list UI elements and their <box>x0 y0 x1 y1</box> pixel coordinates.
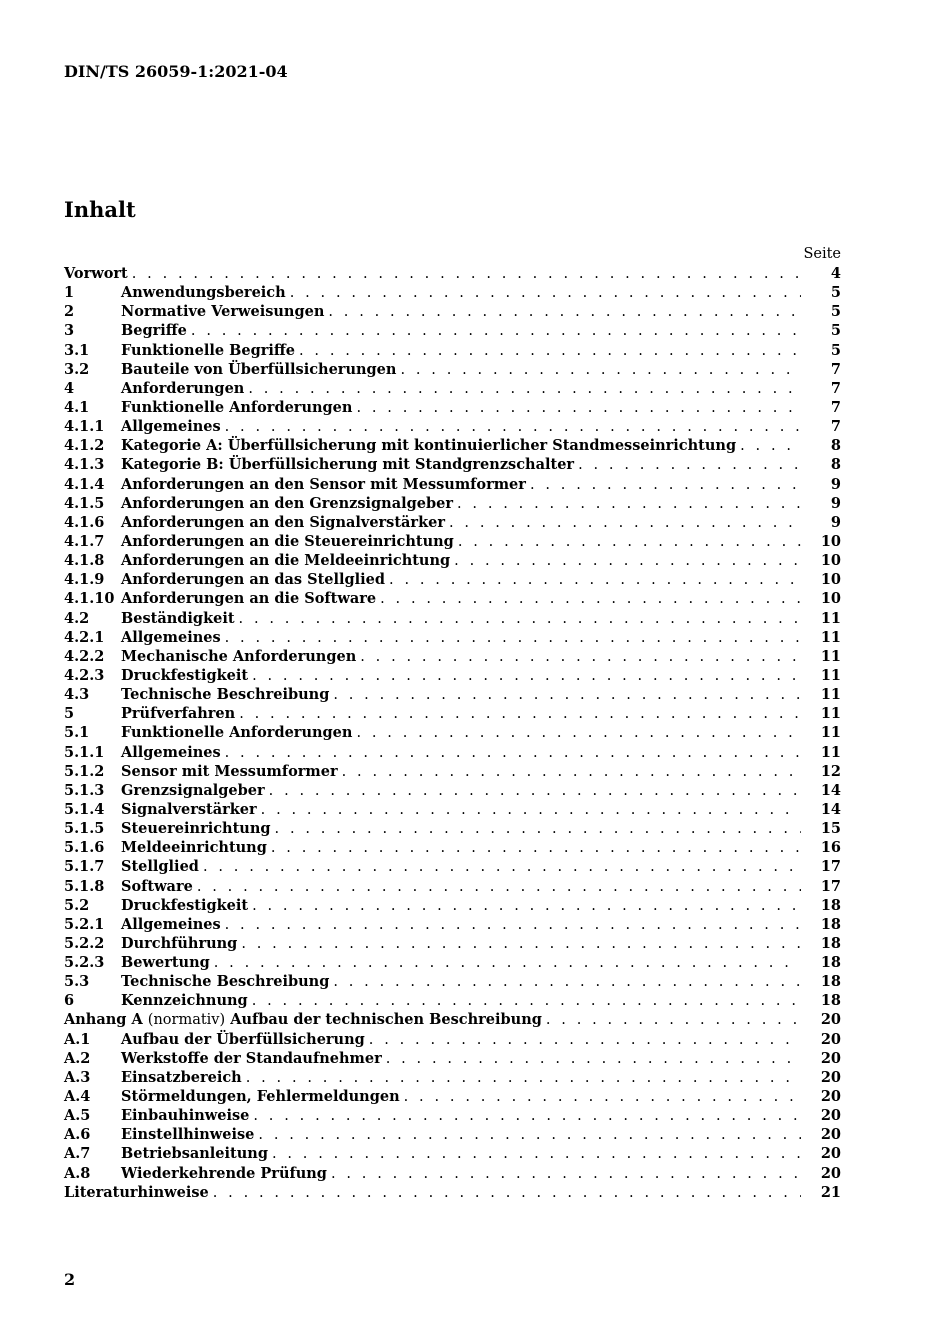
dot-leader <box>203 858 801 877</box>
toc-entry-annex-type: (normativ) <box>147 1012 226 1029</box>
toc-entry-title <box>121 417 225 436</box>
toc-entry-page: 17 <box>820 877 841 895</box>
toc-entry-page: 10 <box>820 532 841 550</box>
toc-entry-title-text: Einbauhinweise <box>121 1107 250 1125</box>
toc-entry-page: 20 <box>820 1164 841 1182</box>
toc-entry[interactable] <box>64 934 841 953</box>
table-of-contents <box>64 245 841 1202</box>
toc-entry-page: 11 <box>820 743 841 761</box>
dot-leader <box>213 1184 801 1203</box>
toc-entry-title <box>121 953 214 972</box>
toc-entry[interactable] <box>64 341 841 360</box>
toc-entry-page: 20 <box>820 1107 841 1125</box>
toc-entry-number: 4.1.7 <box>64 532 105 550</box>
toc-entry[interactable] <box>64 1144 841 1163</box>
document-id-header: DIN/TS 26059-1:2021-04 <box>64 62 288 81</box>
toc-entry-number: A.7 <box>64 1145 91 1163</box>
toc-entry-title-text: Durchführung <box>121 934 238 952</box>
toc-entry-title-text: Anforderungen an den Signalverstärker <box>121 513 445 531</box>
dot-leader <box>299 342 801 361</box>
page-number: 2 <box>64 1270 76 1289</box>
toc-entry-number: 5.1.3 <box>64 781 105 799</box>
toc-entry-number: 4 <box>64 379 75 397</box>
toc-entry-page: 10 <box>820 552 841 570</box>
dot-leader <box>386 1050 801 1069</box>
toc-entry-title <box>121 570 389 589</box>
toc-entry-title-text: Druckfestigkeit <box>121 896 249 914</box>
toc-entry-title-text: Anforderungen an das Stellglied <box>121 571 386 589</box>
toc-entry-title-text: Steuereinrichtung <box>121 820 271 838</box>
toc-entry-number: 1 <box>64 284 75 302</box>
toc-entry-number: 4.1.5 <box>64 494 105 512</box>
toc-entry-number: 4.2.1 <box>64 628 105 646</box>
dot-leader <box>246 1069 801 1088</box>
toc-entry-title-text: Stellglied <box>121 858 199 876</box>
toc-entry[interactable] <box>64 360 841 379</box>
toc-entry-title-text: Allgemeines <box>121 418 221 436</box>
toc-entry-number: A.8 <box>64 1164 91 1182</box>
toc-entry-page: 7 <box>830 418 841 436</box>
toc-entry-title-text: Software <box>121 877 193 895</box>
dot-leader <box>225 744 801 763</box>
toc-entry-number: 5.1.8 <box>64 877 105 895</box>
toc-entry-page: 9 <box>830 494 841 512</box>
toc-entry-title-text: Bewertung <box>121 954 210 972</box>
toc-entry[interactable] <box>64 685 841 704</box>
toc-entry-number: 5.1.6 <box>64 839 105 857</box>
dot-leader <box>252 897 801 916</box>
toc-entry-number: 5.3 <box>64 973 90 991</box>
toc-entry-title <box>121 398 356 417</box>
toc-entry[interactable] <box>64 551 841 570</box>
dot-leader <box>454 552 801 571</box>
toc-entry[interactable] <box>64 1049 841 1068</box>
toc-entry-number: 4.1.3 <box>64 456 105 474</box>
toc-entry-title-text: Technische Beschreibung <box>121 686 330 704</box>
toc-entry-title <box>121 494 457 513</box>
toc-entry-title-text: Störmeldungen, Fehlermeldungen <box>121 1088 400 1106</box>
toc-entry[interactable] <box>64 743 841 762</box>
toc-entry-page: 16 <box>820 839 841 857</box>
toc-entry-title-text: Wiederkehrende Prüfung <box>121 1164 327 1182</box>
toc-entry-page: 14 <box>820 781 841 799</box>
dot-leader <box>253 1107 801 1126</box>
toc-entry-page: 11 <box>820 724 841 742</box>
toc-entry-page: 18 <box>820 934 841 952</box>
dot-leader <box>239 705 801 724</box>
toc-entry-page: 17 <box>820 858 841 876</box>
toc-entry-title <box>121 915 225 934</box>
toc-entry[interactable] <box>64 991 841 1010</box>
toc-entry-page: 5 <box>830 303 841 321</box>
toc-entry[interactable] <box>64 1106 841 1125</box>
toc-entry-number: A.6 <box>64 1126 91 1144</box>
toc-entry-title <box>121 819 275 838</box>
toc-entry-title-text: Anforderungen an den Sensor mit Messumformer <box>121 475 526 493</box>
toc-entry-title-text: Sensor mit Messumformer <box>121 762 338 780</box>
toc-entry-title <box>121 321 191 340</box>
toc-entry-title-text: Kategorie A: Überfüllsicherung mit kontinuierlicher Standmesseinrichtung <box>121 437 737 455</box>
toc-entry-title-text: Funktionelle Anforderungen <box>121 724 353 742</box>
toc-entry-page: 18 <box>820 896 841 914</box>
toc-entry-number: 4.1.10 <box>64 590 115 608</box>
toc-entry-title-text: Normative Verweisungen <box>121 303 325 321</box>
toc-entry-number: 4.1 <box>64 398 90 416</box>
toc-entry-title <box>121 436 740 455</box>
toc-entry[interactable] <box>64 302 841 321</box>
toc-entry[interactable] <box>64 417 841 436</box>
toc-entry-title-text: Bauteile von Überfüllsicherungen <box>121 360 397 378</box>
toc-entry[interactable] <box>64 283 841 302</box>
toc-entry-page: 7 <box>830 379 841 397</box>
toc-entry-page: 9 <box>830 513 841 531</box>
toc-entry[interactable] <box>64 589 841 608</box>
toc-entry-title-text: Kategorie B: Überfüllsicherung mit Standgrenzschalter <box>121 456 575 474</box>
toc-entry-page: 11 <box>820 609 841 627</box>
toc-entry[interactable] <box>64 972 841 991</box>
toc-entry-title <box>64 1183 213 1202</box>
dot-leader <box>225 418 801 437</box>
toc-entry-page: 14 <box>820 800 841 818</box>
toc-entry[interactable] <box>64 609 841 628</box>
toc-entry-title <box>121 877 197 896</box>
dot-leader <box>248 380 801 399</box>
dot-leader <box>214 954 801 973</box>
toc-entry-page: 11 <box>820 705 841 723</box>
toc-entry-number: 2 <box>64 303 75 321</box>
dot-leader <box>275 820 801 839</box>
toc-entry[interactable] <box>64 953 841 972</box>
toc-entry-page: 5 <box>830 284 841 302</box>
toc-entry[interactable] <box>64 857 841 876</box>
toc-entry[interactable] <box>64 513 841 532</box>
toc-entry-number: 5.2.1 <box>64 915 105 933</box>
toc-entry[interactable] <box>64 915 841 934</box>
dot-leader <box>225 916 801 935</box>
toc-entry-title <box>121 475 530 494</box>
toc-entry-page: 20 <box>820 1068 841 1086</box>
toc-entry[interactable] <box>64 762 841 781</box>
dot-leader <box>197 878 801 897</box>
dot-leader <box>457 495 801 514</box>
toc-entry-title <box>121 1144 272 1163</box>
toc-entry-title <box>121 857 203 876</box>
dot-leader <box>458 533 801 552</box>
toc-entry[interactable] <box>64 455 841 474</box>
toc-entry[interactable] <box>64 1164 841 1183</box>
toc-entry[interactable] <box>64 838 841 857</box>
toc-entry-page: 12 <box>820 762 841 780</box>
toc-entry-page: 7 <box>830 398 841 416</box>
dot-leader <box>333 973 801 992</box>
toc-entry[interactable] <box>64 1183 841 1202</box>
toc-entry-number: 5.2.2 <box>64 934 105 952</box>
toc-entry-title-text: Meldeeinrichtung <box>121 839 267 857</box>
toc-entry-number: 5.1 <box>64 724 90 742</box>
dot-leader <box>369 1031 801 1050</box>
toc-entry-number: 4.2.3 <box>64 666 105 684</box>
toc-entry[interactable] <box>64 1010 841 1029</box>
toc-entry-title <box>121 341 299 360</box>
toc-entry-title-text: Begriffe <box>121 322 187 340</box>
toc-entry-title-text: Allgemeines <box>121 743 221 761</box>
toc-entry-page: 20 <box>820 1030 841 1048</box>
toc-entry-title <box>121 628 225 647</box>
toc-entry-page: 21 <box>820 1183 841 1201</box>
toc-entry-title <box>121 934 241 953</box>
toc-entry[interactable] <box>64 321 841 340</box>
dot-leader <box>356 724 801 743</box>
toc-entry[interactable] <box>64 494 841 513</box>
toc-entry[interactable] <box>64 723 841 742</box>
toc-entry[interactable] <box>64 379 841 398</box>
toc-entry-page: 10 <box>820 590 841 608</box>
toc-entry-title-text: Beständigkeit <box>121 609 235 627</box>
toc-entry[interactable] <box>64 1125 841 1144</box>
toc-entry-title <box>121 1125 258 1144</box>
dot-leader <box>333 686 801 705</box>
dot-leader <box>239 610 801 629</box>
toc-entry-title-text: Signalverstärker <box>121 800 257 818</box>
toc-entry-number: A.1 <box>64 1030 91 1048</box>
toc-entry-page: 11 <box>820 647 841 665</box>
toc-entry-title <box>121 972 333 991</box>
dot-leader <box>225 629 801 648</box>
toc-entry[interactable] <box>64 800 841 819</box>
toc-entry-title <box>121 723 356 742</box>
toc-entry-page: 20 <box>820 1145 841 1163</box>
toc-entry-title <box>121 991 252 1010</box>
dot-leader <box>546 1011 801 1030</box>
toc-entry-page: 15 <box>820 820 841 838</box>
toc-entry-page: 9 <box>830 475 841 493</box>
toc-entry-number: 3 <box>64 322 75 340</box>
toc-entry-title <box>121 838 271 857</box>
toc-entry[interactable] <box>64 1087 841 1106</box>
toc-entry-title-text: Technische Beschreibung <box>121 973 330 991</box>
toc-entry-title <box>64 1010 546 1030</box>
toc-entry-title <box>121 283 290 302</box>
dot-leader <box>530 476 801 495</box>
toc-entry[interactable] <box>64 628 841 647</box>
toc-entry-title-text: Literaturhinweise <box>64 1183 209 1201</box>
toc-entry-title-text: Funktionelle Begriffe <box>121 341 295 359</box>
toc-entry[interactable] <box>64 647 841 666</box>
toc-entry-title-text: Anforderungen an die Steuereinrichtung <box>121 532 454 550</box>
dot-leader <box>328 303 801 322</box>
toc-entry[interactable] <box>64 819 841 838</box>
toc-entry-title <box>121 532 458 551</box>
toc-entry-title <box>121 302 328 321</box>
toc-entry-number: 5.2 <box>64 896 90 914</box>
dot-leader <box>389 571 801 590</box>
toc-entry-page: 11 <box>820 628 841 646</box>
toc-entry[interactable] <box>64 264 841 283</box>
toc-entry-title <box>121 1030 369 1049</box>
toc-entry-page: 20 <box>820 1088 841 1106</box>
toc-entry-title-text: Druckfestigkeit <box>121 666 249 684</box>
dot-leader <box>252 667 801 686</box>
toc-entry-title <box>121 609 239 628</box>
toc-entry-title <box>121 743 225 762</box>
toc-entry[interactable] <box>64 704 841 723</box>
toc-entry-title <box>121 666 252 685</box>
toc-entry-title <box>121 647 360 666</box>
toc-entry-title-text: Betriebsanleitung <box>121 1145 268 1163</box>
toc-entry-title <box>121 1049 386 1068</box>
toc-entry[interactable] <box>64 896 841 915</box>
dot-leader <box>356 399 801 418</box>
page-column-label: Seite <box>803 246 841 262</box>
toc-entry-page: 10 <box>820 571 841 589</box>
toc-entry-number: 4.1.2 <box>64 437 105 455</box>
toc-entry-number: 5.1.4 <box>64 800 105 818</box>
toc-entry-title <box>121 1087 404 1106</box>
dot-leader <box>261 801 801 820</box>
toc-entry-page: 4 <box>830 265 841 282</box>
toc-entry-title-text: Anforderungen an den Grenzsignalgeber <box>121 494 453 512</box>
toc-entry[interactable] <box>64 1030 841 1049</box>
dot-leader <box>269 782 801 801</box>
dot-leader <box>241 935 801 954</box>
dot-leader <box>404 1088 801 1107</box>
toc-entry-title-text: Einsatzbereich <box>121 1068 242 1086</box>
toc-entry-number: A.5 <box>64 1107 91 1125</box>
toc-entry-page: 11 <box>820 686 841 704</box>
toc-entry-title-text: Werkstoffe der Standaufnehmer <box>121 1049 382 1067</box>
toc-entry-title <box>121 800 261 819</box>
toc-entry-title-text: Anforderungen <box>121 379 245 397</box>
toc-entry-title-text: Mechanische Anforderungen <box>121 647 357 665</box>
toc-entry-title <box>121 1106 253 1125</box>
toc-entry[interactable] <box>64 570 841 589</box>
toc-entry-title-text: Prüfverfahren <box>121 705 236 723</box>
toc-entry[interactable] <box>64 1068 841 1087</box>
toc-entry-title-text: Anforderungen an die Software <box>121 590 377 608</box>
toc-entry-title <box>64 264 132 283</box>
toc-entry[interactable] <box>64 781 841 800</box>
toc-entry-number: 4.2 <box>64 609 90 627</box>
toc-entry-title <box>121 455 578 474</box>
toc-entry[interactable] <box>64 398 841 417</box>
toc-entry-page: 18 <box>820 915 841 933</box>
toc-entry-title-text: Einstellhinweise <box>121 1126 255 1144</box>
dot-leader <box>449 514 801 533</box>
toc-entry-number: 3.2 <box>64 360 90 378</box>
toc-entry-title <box>121 896 252 915</box>
toc-entry-number: A.3 <box>64 1068 91 1086</box>
dot-leader <box>400 361 801 380</box>
toc-entry-number: 5.1.1 <box>64 743 105 761</box>
toc-entry-number: 4.1.6 <box>64 513 105 531</box>
toc-entry-number: 5.1.2 <box>64 762 105 780</box>
toc-entry-page: 5 <box>830 322 841 340</box>
toc-entry-page: 20 <box>820 1011 841 1029</box>
toc-entry-title <box>121 762 342 781</box>
toc-entry-title <box>121 551 454 570</box>
toc-heading: Inhalt <box>64 197 136 222</box>
dot-leader <box>578 456 801 475</box>
toc-entry[interactable] <box>64 532 841 551</box>
toc-entry-title-text: Allgemeines <box>121 628 221 646</box>
toc-entry-number: 4.1.1 <box>64 418 105 436</box>
dot-leader <box>258 1126 801 1145</box>
toc-entry-page: 18 <box>820 973 841 991</box>
dot-leader <box>342 763 801 782</box>
dot-leader <box>272 1145 801 1164</box>
toc-entry-number: A.2 <box>64 1049 91 1067</box>
toc-entry-title <box>121 379 248 398</box>
toc-entry-page: 18 <box>820 992 841 1010</box>
toc-entry-number: 6 <box>64 992 75 1010</box>
toc-entry-page: 7 <box>830 360 841 378</box>
toc-entry-title-text: Kennzeichnung <box>121 992 248 1010</box>
toc-entry-title <box>121 685 333 704</box>
toc-entry-number: A.4 <box>64 1088 91 1106</box>
toc-entry-title <box>121 589 380 608</box>
toc-entry[interactable] <box>64 436 841 455</box>
toc-entry-number: 5.1.5 <box>64 820 105 838</box>
toc-entry-number: 4.2.2 <box>64 647 105 665</box>
toc-entry-title <box>121 513 449 532</box>
toc-entry-number: 4.1.4 <box>64 475 105 493</box>
toc-entry-page: 5 <box>830 341 841 359</box>
dot-leader <box>740 437 801 456</box>
toc-entry-number: 5 <box>64 705 75 723</box>
toc-entry-title <box>121 1068 246 1087</box>
toc-entry-title-text: Anforderungen an die Meldeeinrichtung <box>121 552 451 570</box>
toc-entry[interactable] <box>64 877 841 896</box>
toc-entry-title-text: Anwendungsbereich <box>121 284 286 302</box>
dot-leader <box>252 992 801 1011</box>
toc-entry-list <box>64 264 841 1202</box>
toc-entry-title <box>121 1164 331 1183</box>
dot-leader <box>290 284 801 303</box>
toc-entry-number: 3.1 <box>64 341 90 359</box>
toc-entry-page: 11 <box>820 666 841 684</box>
toc-entry-title-text: Grenzsignalgeber <box>121 781 265 799</box>
dot-leader <box>191 322 801 341</box>
toc-entry-number: 5.2.3 <box>64 954 105 972</box>
dot-leader <box>331 1165 801 1184</box>
toc-entry-number: 5.1.7 <box>64 858 105 876</box>
toc-entry-page: 8 <box>830 456 841 474</box>
toc-entry-number: 4.1.9 <box>64 571 105 589</box>
toc-entry-number: 4.3 <box>64 686 90 704</box>
dot-leader <box>380 590 801 609</box>
toc-entry-title-text: Allgemeines <box>121 915 221 933</box>
toc-entry-page: 20 <box>820 1049 841 1067</box>
toc-entry-page: 20 <box>820 1126 841 1144</box>
toc-entry-page: 8 <box>830 437 841 455</box>
dot-leader <box>132 265 801 284</box>
dot-leader <box>271 839 801 858</box>
toc-entry-annex-title: Aufbau der technischen Beschreibung <box>230 1011 542 1029</box>
toc-entry-title <box>121 781 269 800</box>
toc-entry-page: 18 <box>820 954 841 972</box>
toc-entry[interactable] <box>64 666 841 685</box>
toc-entry-number: 4.1.8 <box>64 552 105 570</box>
dot-leader <box>360 648 801 667</box>
toc-entry-title-text: Vorwort <box>64 265 128 282</box>
toc-entry[interactable] <box>64 475 841 494</box>
toc-entry-title <box>121 704 239 723</box>
toc-entry-title-text: Funktionelle Anforderungen <box>121 398 353 416</box>
toc-entry-title <box>121 360 400 379</box>
toc-entry-title-text: Anhang A <box>64 1011 143 1029</box>
toc-entry-title-text: Aufbau der Überfüllsicherung <box>121 1030 365 1048</box>
